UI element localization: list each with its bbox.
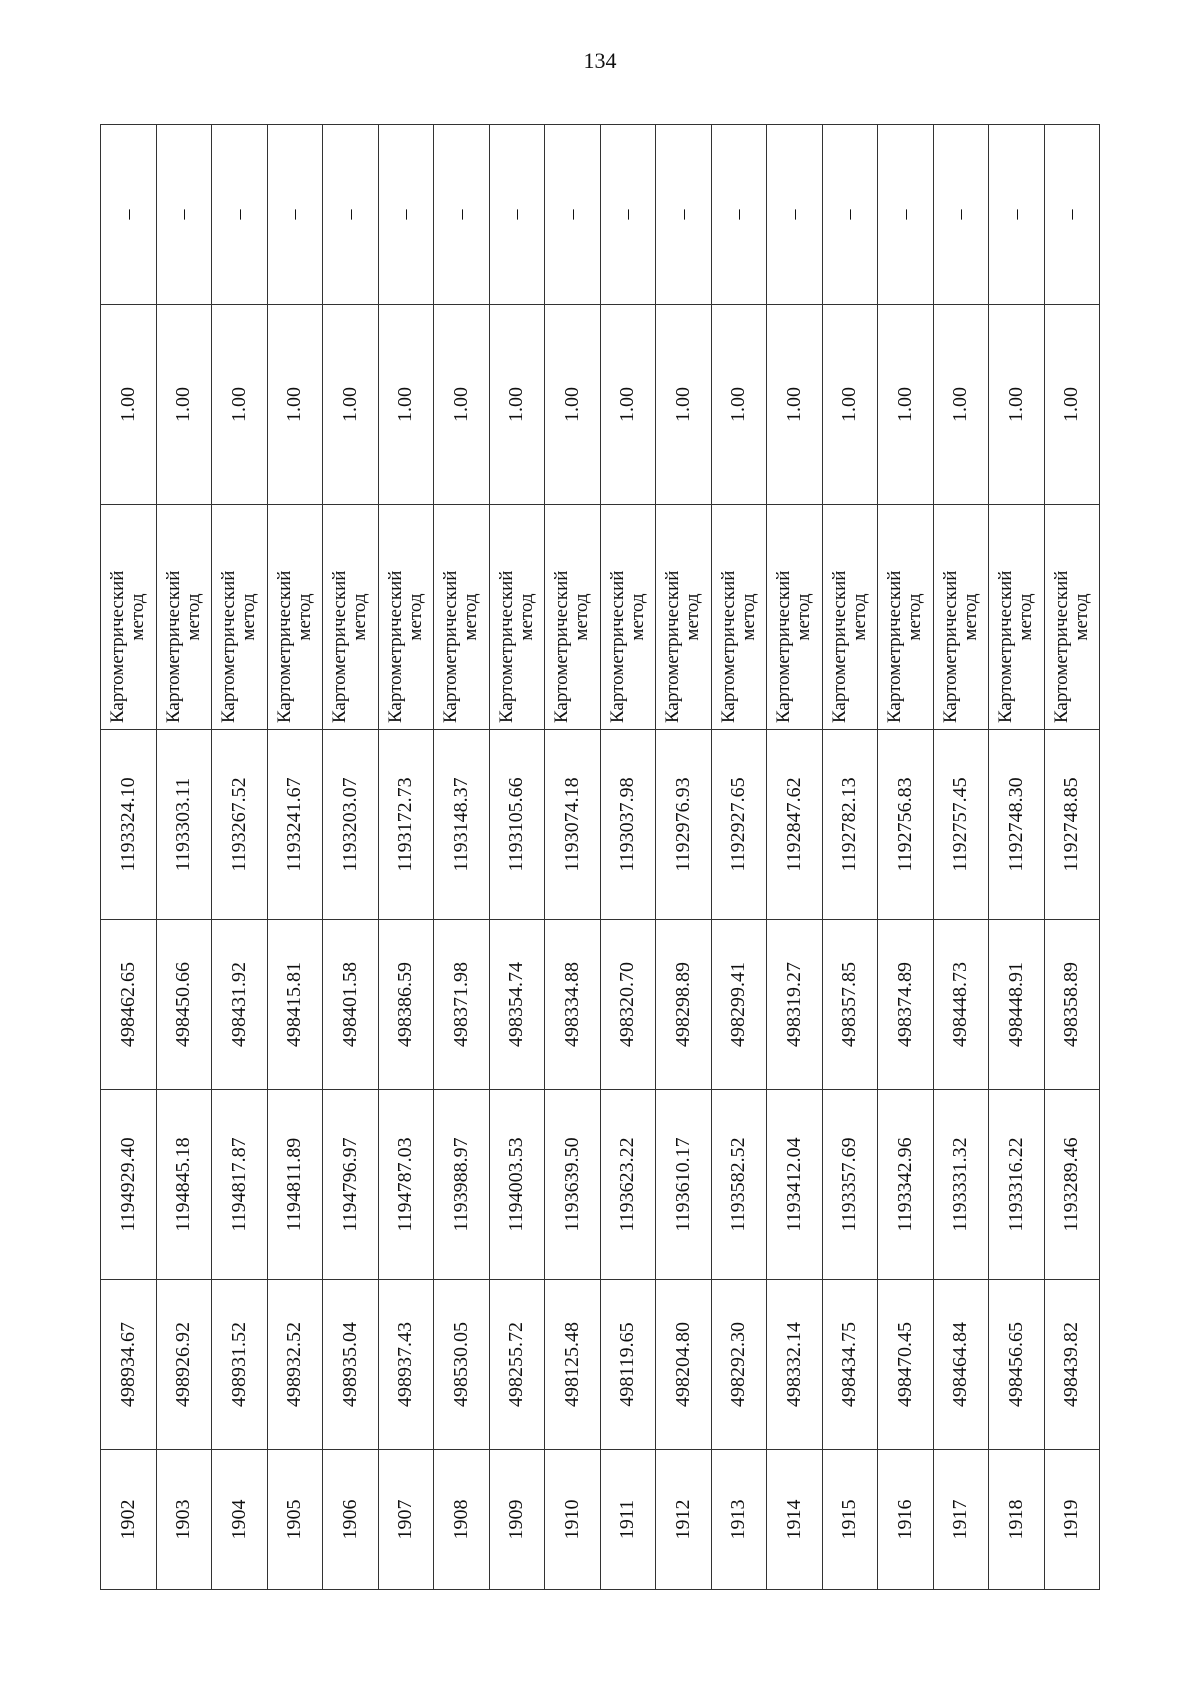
table-row bbox=[711, 125, 767, 1590]
y-coordinate-2-cell: 1193074.18 bbox=[545, 730, 601, 920]
x-coordinate-cell: 498204.80 bbox=[656, 1280, 712, 1450]
method-line-1: Картометрический bbox=[495, 570, 517, 723]
note-cell: – bbox=[711, 125, 767, 305]
accuracy-cell: 1.00 bbox=[656, 305, 712, 505]
method-line-2: метод bbox=[238, 593, 260, 641]
method-cell bbox=[156, 505, 212, 730]
method-cell bbox=[767, 505, 823, 730]
x-coordinate-2-cell: 498448.91 bbox=[989, 920, 1045, 1090]
method-line-2: метод bbox=[1070, 593, 1092, 641]
accuracy-cell: 1.00 bbox=[711, 305, 767, 505]
point-number-cell: 1906 bbox=[323, 1450, 379, 1590]
y-coordinate-2-cell: 1192847.62 bbox=[767, 730, 823, 920]
note-cell: – bbox=[545, 125, 601, 305]
method-cell bbox=[989, 505, 1045, 730]
note-cell: – bbox=[323, 125, 379, 305]
accuracy-cell: 1.00 bbox=[489, 305, 545, 505]
table-row bbox=[434, 125, 490, 1590]
table-row bbox=[767, 125, 823, 1590]
method-line-2: метод bbox=[571, 593, 593, 641]
point-number-cell: 1902 bbox=[101, 1450, 157, 1590]
y-coordinate-2-cell: 1192748.85 bbox=[1044, 730, 1100, 920]
method-line-2: метод bbox=[682, 593, 704, 641]
x-coordinate-2-cell: 498448.73 bbox=[933, 920, 989, 1090]
y-coordinate-cell: 1194003.53 bbox=[489, 1090, 545, 1280]
note-cell: – bbox=[656, 125, 712, 305]
method-line-2: метод bbox=[904, 593, 926, 641]
coordinates-table-rotated bbox=[100, 125, 1100, 1590]
y-coordinate-cell: 1194929.40 bbox=[101, 1090, 157, 1280]
x-coordinate-2-cell: 498386.59 bbox=[378, 920, 434, 1090]
x-coordinate-2-cell: 498319.27 bbox=[767, 920, 823, 1090]
x-coordinate-2-cell: 498354.74 bbox=[489, 920, 545, 1090]
method-line-1: Картометрический bbox=[107, 570, 129, 723]
y-coordinate-cell: 1193357.69 bbox=[822, 1090, 878, 1280]
point-number-cell: 1912 bbox=[656, 1450, 712, 1590]
y-coordinate-cell: 1193289.46 bbox=[1044, 1090, 1100, 1280]
x-coordinate-2-cell: 498299.41 bbox=[711, 920, 767, 1090]
point-number-cell: 1904 bbox=[212, 1450, 268, 1590]
x-coordinate-2-cell: 498371.98 bbox=[434, 920, 490, 1090]
method-cell bbox=[600, 505, 656, 730]
method-line-2: метод bbox=[848, 593, 870, 641]
x-coordinate-cell: 498530.05 bbox=[434, 1280, 490, 1450]
note-cell: – bbox=[878, 125, 934, 305]
point-number-cell: 1909 bbox=[489, 1450, 545, 1590]
y-coordinate-cell: 1194817.87 bbox=[212, 1090, 268, 1280]
table-row bbox=[989, 125, 1045, 1590]
note-cell: – bbox=[822, 125, 878, 305]
note-cell: – bbox=[378, 125, 434, 305]
method-line-1: Картометрический bbox=[551, 570, 573, 723]
method-cell bbox=[434, 505, 490, 730]
x-coordinate-cell: 498935.04 bbox=[323, 1280, 379, 1450]
method-cell bbox=[933, 505, 989, 730]
note-cell: – bbox=[600, 125, 656, 305]
x-coordinate-cell: 498439.82 bbox=[1044, 1280, 1100, 1450]
y-coordinate-cell: 1193331.32 bbox=[933, 1090, 989, 1280]
x-coordinate-2-cell: 498462.65 bbox=[101, 920, 157, 1090]
accuracy-cell: 1.00 bbox=[767, 305, 823, 505]
method-line-1: Картометрический bbox=[1050, 570, 1072, 723]
y-coordinate-cell: 1194787.03 bbox=[378, 1090, 434, 1280]
method-line-1: Картометрический bbox=[828, 570, 850, 723]
x-coordinate-cell: 498470.45 bbox=[878, 1280, 934, 1450]
point-number-cell: 1907 bbox=[378, 1450, 434, 1590]
y-coordinate-cell: 1193623.22 bbox=[600, 1090, 656, 1280]
x-coordinate-2-cell: 498401.58 bbox=[323, 920, 379, 1090]
method-line-1: Картометрический bbox=[162, 570, 184, 723]
method-line-1: Картометрический bbox=[995, 570, 1017, 723]
x-coordinate-2-cell: 498374.89 bbox=[878, 920, 934, 1090]
point-number-cell: 1919 bbox=[1044, 1450, 1100, 1590]
table-row bbox=[156, 125, 212, 1590]
table-row bbox=[489, 125, 545, 1590]
accuracy-cell: 1.00 bbox=[600, 305, 656, 505]
method-cell bbox=[656, 505, 712, 730]
method-line-2: метод bbox=[1015, 593, 1037, 641]
method-cell bbox=[822, 505, 878, 730]
x-coordinate-cell: 498292.30 bbox=[711, 1280, 767, 1450]
y-coordinate-2-cell: 1193148.37 bbox=[434, 730, 490, 920]
x-coordinate-2-cell: 498358.89 bbox=[1044, 920, 1100, 1090]
y-coordinate-cell: 1193610.17 bbox=[656, 1090, 712, 1280]
note-cell: – bbox=[1044, 125, 1100, 305]
x-coordinate-cell: 498119.65 bbox=[600, 1280, 656, 1450]
method-line-1: Картометрический bbox=[717, 570, 739, 723]
x-coordinate-2-cell: 498415.81 bbox=[267, 920, 323, 1090]
accuracy-cell: 1.00 bbox=[989, 305, 1045, 505]
method-line-2: метод bbox=[404, 593, 426, 641]
method-line-2: метод bbox=[349, 593, 371, 641]
method-cell bbox=[878, 505, 934, 730]
method-cell bbox=[101, 505, 157, 730]
x-coordinate-cell: 498937.43 bbox=[378, 1280, 434, 1450]
y-coordinate-cell: 1193639.50 bbox=[545, 1090, 601, 1280]
accuracy-cell: 1.00 bbox=[933, 305, 989, 505]
method-cell bbox=[323, 505, 379, 730]
table-row bbox=[267, 125, 323, 1590]
method-line-1: Картометрический bbox=[662, 570, 684, 723]
method-line-1: Картометрический bbox=[773, 570, 795, 723]
table-row bbox=[101, 125, 157, 1590]
note-cell: – bbox=[933, 125, 989, 305]
point-number-cell: 1911 bbox=[600, 1450, 656, 1590]
method-line-2: метод bbox=[460, 593, 482, 641]
y-coordinate-2-cell: 1193203.07 bbox=[323, 730, 379, 920]
table-row bbox=[323, 125, 379, 1590]
point-number-cell: 1910 bbox=[545, 1450, 601, 1590]
table-row bbox=[600, 125, 656, 1590]
accuracy-cell: 1.00 bbox=[878, 305, 934, 505]
x-coordinate-cell: 498934.67 bbox=[101, 1280, 157, 1450]
accuracy-cell: 1.00 bbox=[212, 305, 268, 505]
table-body bbox=[101, 125, 1100, 1590]
point-number-cell: 1908 bbox=[434, 1450, 490, 1590]
x-coordinate-2-cell: 498431.92 bbox=[212, 920, 268, 1090]
table-row bbox=[656, 125, 712, 1590]
point-number-cell: 1913 bbox=[711, 1450, 767, 1590]
point-number-cell: 1917 bbox=[933, 1450, 989, 1590]
x-coordinate-2-cell: 498450.66 bbox=[156, 920, 212, 1090]
note-cell: – bbox=[767, 125, 823, 305]
y-coordinate-2-cell: 1192927.65 bbox=[711, 730, 767, 920]
y-coordinate-2-cell: 1192756.83 bbox=[878, 730, 934, 920]
method-cell bbox=[378, 505, 434, 730]
page-number: 134 bbox=[583, 48, 617, 73]
y-coordinate-cell: 1193412.04 bbox=[767, 1090, 823, 1280]
method-cell bbox=[545, 505, 601, 730]
accuracy-cell: 1.00 bbox=[156, 305, 212, 505]
table-row bbox=[545, 125, 601, 1590]
y-coordinate-2-cell: 1193037.98 bbox=[600, 730, 656, 920]
y-coordinate-2-cell: 1193172.73 bbox=[378, 730, 434, 920]
y-coordinate-cell: 1194845.18 bbox=[156, 1090, 212, 1280]
x-coordinate-cell: 498926.92 bbox=[156, 1280, 212, 1450]
method-line-1: Картометрический bbox=[939, 570, 961, 723]
x-coordinate-cell: 498456.65 bbox=[989, 1280, 1045, 1450]
x-coordinate-2-cell: 498357.85 bbox=[822, 920, 878, 1090]
x-coordinate-cell: 498255.72 bbox=[489, 1280, 545, 1450]
method-line-2: метод bbox=[293, 593, 315, 641]
table-row bbox=[878, 125, 934, 1590]
method-line-2: метод bbox=[515, 593, 537, 641]
method-line-2: метод bbox=[793, 593, 815, 641]
y-coordinate-cell: 1194796.97 bbox=[323, 1090, 379, 1280]
note-cell: – bbox=[267, 125, 323, 305]
method-line-1: Картометрический bbox=[440, 570, 462, 723]
note-cell: – bbox=[156, 125, 212, 305]
method-line-2: метод bbox=[182, 593, 204, 641]
method-line-1: Картометрический bbox=[218, 570, 240, 723]
x-coordinate-cell: 498931.52 bbox=[212, 1280, 268, 1450]
y-coordinate-cell: 1193316.22 bbox=[989, 1090, 1045, 1280]
point-number-cell: 1918 bbox=[989, 1450, 1045, 1590]
note-cell: – bbox=[101, 125, 157, 305]
y-coordinate-2-cell: 1193324.10 bbox=[101, 730, 157, 920]
x-coordinate-cell: 498332.14 bbox=[767, 1280, 823, 1450]
y-coordinate-2-cell: 1193105.66 bbox=[489, 730, 545, 920]
x-coordinate-cell: 498125.48 bbox=[545, 1280, 601, 1450]
y-coordinate-2-cell: 1192782.13 bbox=[822, 730, 878, 920]
x-coordinate-2-cell: 498298.89 bbox=[656, 920, 712, 1090]
y-coordinate-2-cell: 1193241.67 bbox=[267, 730, 323, 920]
y-coordinate-2-cell: 1193267.52 bbox=[212, 730, 268, 920]
method-line-2: метод bbox=[127, 593, 149, 641]
method-line-1: Картометрический bbox=[329, 570, 351, 723]
accuracy-cell: 1.00 bbox=[1044, 305, 1100, 505]
coordinates-table bbox=[100, 124, 1100, 1590]
point-number-cell: 1916 bbox=[878, 1450, 934, 1590]
accuracy-cell: 1.00 bbox=[101, 305, 157, 505]
accuracy-cell: 1.00 bbox=[267, 305, 323, 505]
table-row bbox=[822, 125, 878, 1590]
x-coordinate-cell: 498464.84 bbox=[933, 1280, 989, 1450]
point-number-cell: 1914 bbox=[767, 1450, 823, 1590]
note-cell: – bbox=[489, 125, 545, 305]
y-coordinate-2-cell: 1192748.30 bbox=[989, 730, 1045, 920]
y-coordinate-cell: 1193988.97 bbox=[434, 1090, 490, 1280]
point-number-cell: 1903 bbox=[156, 1450, 212, 1590]
accuracy-cell: 1.00 bbox=[323, 305, 379, 505]
point-number-cell: 1915 bbox=[822, 1450, 878, 1590]
method-line-1: Картометрический bbox=[884, 570, 906, 723]
note-cell: – bbox=[212, 125, 268, 305]
note-cell: – bbox=[434, 125, 490, 305]
method-cell bbox=[212, 505, 268, 730]
x-coordinate-2-cell: 498320.70 bbox=[600, 920, 656, 1090]
y-coordinate-cell: 1193582.52 bbox=[711, 1090, 767, 1280]
table-row bbox=[212, 125, 268, 1590]
x-coordinate-cell: 498434.75 bbox=[822, 1280, 878, 1450]
x-coordinate-cell: 498932.52 bbox=[267, 1280, 323, 1450]
y-coordinate-2-cell: 1192976.93 bbox=[656, 730, 712, 920]
accuracy-cell: 1.00 bbox=[822, 305, 878, 505]
method-line-1: Картометрический bbox=[273, 570, 295, 723]
point-number-cell: 1905 bbox=[267, 1450, 323, 1590]
y-coordinate-2-cell: 1192757.45 bbox=[933, 730, 989, 920]
table-row bbox=[933, 125, 989, 1590]
method-cell bbox=[267, 505, 323, 730]
method-cell bbox=[711, 505, 767, 730]
table-row bbox=[378, 125, 434, 1590]
method-cell bbox=[489, 505, 545, 730]
x-coordinate-2-cell: 498334.88 bbox=[545, 920, 601, 1090]
method-line-2: метод bbox=[959, 593, 981, 641]
method-cell bbox=[1044, 505, 1100, 730]
y-coordinate-cell: 1194811.89 bbox=[267, 1090, 323, 1280]
accuracy-cell: 1.00 bbox=[434, 305, 490, 505]
accuracy-cell: 1.00 bbox=[545, 305, 601, 505]
method-line-2: метод bbox=[626, 593, 648, 641]
table-row bbox=[1044, 125, 1100, 1590]
note-cell: – bbox=[989, 125, 1045, 305]
accuracy-cell: 1.00 bbox=[378, 305, 434, 505]
y-coordinate-2-cell: 1193303.11 bbox=[156, 730, 212, 920]
method-line-1: Картометрический bbox=[384, 570, 406, 723]
method-line-2: метод bbox=[737, 593, 759, 641]
y-coordinate-cell: 1193342.96 bbox=[878, 1090, 934, 1280]
method-line-1: Картометрический bbox=[606, 570, 628, 723]
